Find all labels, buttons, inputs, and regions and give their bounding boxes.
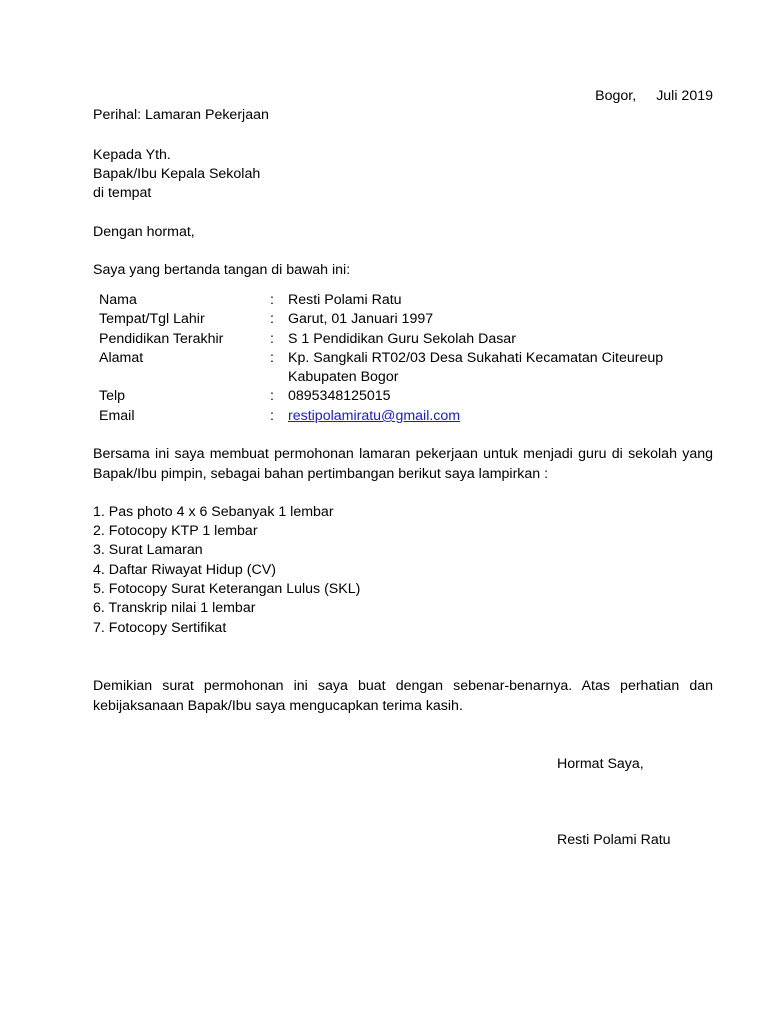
birth-label: Tempat/Tgl Lahir (99, 311, 205, 327)
separator: : (270, 408, 274, 424)
signatory-name: Resti Polami Ratu (557, 832, 671, 848)
greeting: Dengan hormat, (93, 224, 195, 240)
attachment-item: 4. Daftar Riwayat Hidup (CV) (93, 562, 276, 578)
attachment-item: 5. Fotocopy Surat Keterangan Lulus (SKL) (93, 581, 361, 597)
email-link[interactable]: restipolamiratu@gmail.com (288, 408, 461, 424)
separator: : (270, 350, 274, 366)
name-value: Resti Polami Ratu (288, 292, 402, 308)
attachment-item: 1. Pas photo 4 x 6 Sebanyak 1 lembar (93, 504, 334, 520)
address-value-line-2: Kabupaten Bogor (288, 369, 399, 385)
attachment-item: 6. Transkrip nilai 1 lembar (93, 600, 256, 616)
recipient-line-2: Bapak/Ibu Kepala Sekolah (93, 166, 261, 182)
date-city: Bogor, (595, 88, 637, 104)
separator: : (270, 388, 274, 404)
attachment-item: 2. Fotocopy KTP 1 lembar (93, 523, 258, 539)
separator: : (270, 311, 274, 327)
birth-value: Garut, 01 Januari 1997 (288, 311, 434, 327)
letter-date (595, 87, 713, 106)
name-label: Nama (99, 292, 137, 308)
address-value-line-1: Kp. Sangkali RT02/03 Desa Sukahati Kecamatan Citeureup (288, 350, 664, 366)
separator: : (270, 331, 274, 347)
education-label: Pendidikan Terakhir (99, 331, 224, 347)
recipient-line-1: Kepada Yth. (93, 147, 171, 163)
separator: : (270, 292, 274, 308)
education-value: S 1 Pendidikan Guru Sekolah Dasar (288, 331, 516, 347)
address-label: Alamat (99, 350, 144, 366)
intro-line: Saya yang bertanda tangan di bawah ini: (93, 262, 351, 278)
attachment-item: 3. Surat Lamaran (93, 542, 203, 558)
phone-label: Telp (99, 388, 126, 404)
email-label: Email (99, 408, 135, 424)
closing-paragraph: Demikian surat permohonan ini saya buat dengan sebenar-benarnya. Atas perhatian dan kebijaksanaan Bapak/Ibu saya mengucapkan terima kasih. (93, 678, 713, 714)
phone-value: 0895348125015 (288, 388, 391, 404)
letter-subject: Perihal: Lamaran Pekerjaan (93, 107, 269, 123)
date-month-year: Juli 2019 (656, 88, 713, 104)
body-paragraph: Bersama ini saya membuat permohonan lamaran pekerjaan untuk menjadi guru di sekolah yang Bapak/Ibu pimpin, sebagai bahan pertimbangan berikut saya lampirkan : (93, 446, 713, 482)
attachment-item: 7. Fotocopy Sertifikat (93, 620, 227, 636)
recipient-line-3: di tempat (93, 185, 152, 201)
sign-off: Hormat Saya, (557, 756, 644, 772)
